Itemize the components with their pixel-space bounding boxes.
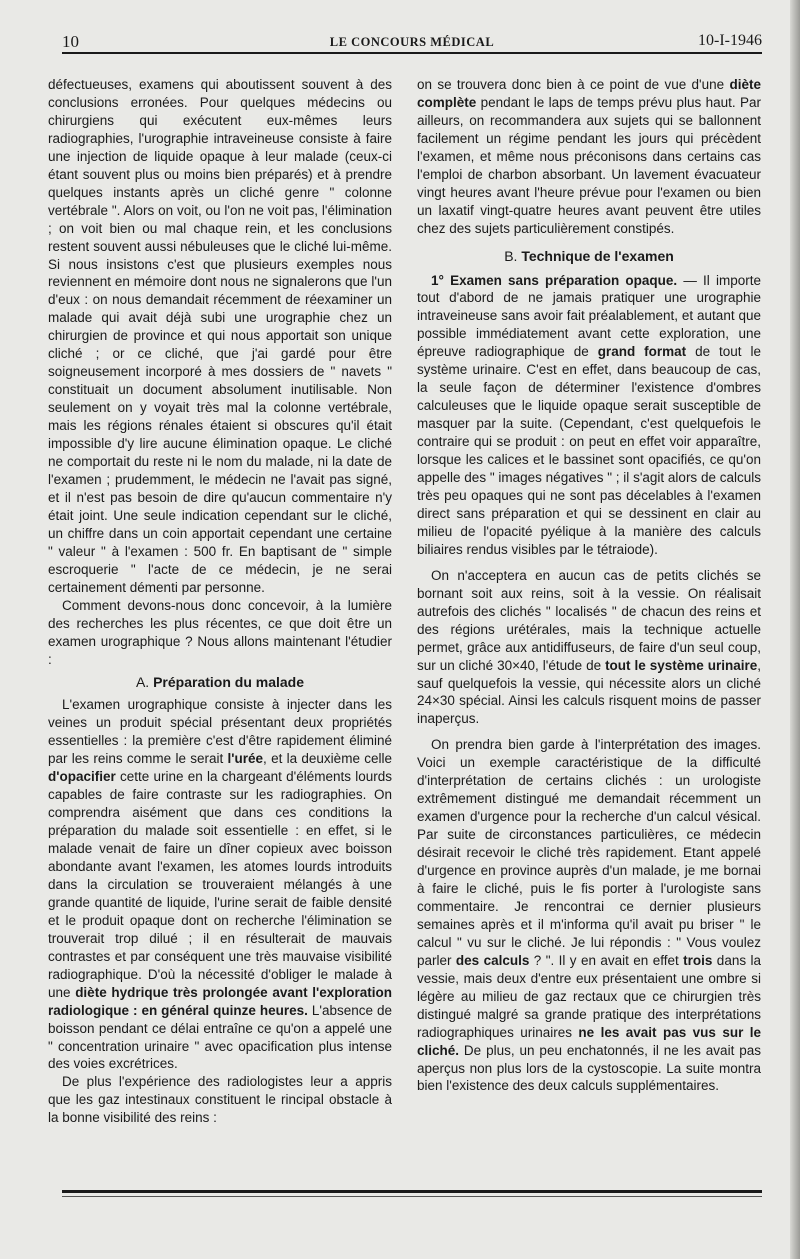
footer-rule xyxy=(62,1190,762,1193)
page-number: 10 xyxy=(62,32,79,51)
left-column xyxy=(48,76,392,1127)
page-header xyxy=(62,26,762,54)
section-heading-b: B. Technique de l'examen xyxy=(504,247,674,264)
right-column xyxy=(417,76,761,1095)
paragraph-preparation: L'examen urographique consiste à injecter dans les veines un produit spécial présentant deux propriétés essentielles : la première c'est d'être rapidement éliminé par les reins comme le serait l'urée, et la deuxième celle d'opacifier cette urine en la chargeant d'éléments lourds capables de faire contraste sur les radiographies. On comprendra aisément que dans ces conditions la préparation du malade soit essentielle : en effet, si le malade venait de faire un dîner copieux avec boisson abondante avant l'examen, les atomes lourds introduits dans la circulation se trouveraient mélangés à une grande quantité de liquide, l'urine serait de faible densité et le produit opaque dont on recherche l'élimination se trouverait trop dilué ; il en résulterait de mauvais contrastes et par conséquent une très mauvaise visibilité radiographique. D'où la nécessité d'obliger le malade à une diète hydrique très prolongée avant l'exploration radiologique : en général quinze heures. L'absence de boisson pendant ce délai entraîne ce qu'on a appelé une " concentration urinaire " avec opacification plus intense des voies excrétrices. xyxy=(48,697,393,1072)
paragraph-gas: De plus l'expérience des radiologistes leur a appris que les gaz intestinaux constituent le rincipal obstacle à la bonne visibilité des reins : xyxy=(48,1074,392,1126)
paragraph-clichés: On n'acceptera en aucun cas de petits clichés se bornant soit aux reins, soit à la vessie. On réalisait autrefois des clichés " localisés " de chacun des reins et des régions urétérales, mais la technique actuelle permet, grâce aux antidiffuseurs, de faire d'un seul coup, sur un cliché 30×40, l'étude de tout le système urinaire, sauf quelquefois la vessie, qui nécessite alors un cliché 24×30 spécial. Ainsi les calculs risquent moins de passer inaperçus. xyxy=(417,567,761,727)
paragraph-question: Comment devons-nous donc concevoir, à la lumière des recherches les plus récentes, ce que doit être un examen urographique ? Nous allons maintenant l'étudier : xyxy=(48,597,392,667)
page-edge-shadow xyxy=(790,0,800,1259)
section-heading-a: A. Préparation du malade xyxy=(135,674,305,691)
footer-rule-thin xyxy=(62,1196,762,1197)
paragraph-interpretation: On prendra bien garde à l'interprétation des images. Voici un exemple caractéristique de la difficulté d'interprétation de certains clichés : un urologiste extrêmement distingué me demandait récemment un examen d'urgence pour la recherche d'un calcul vésical. Par suite de circonstances particulières, ce médecin désirait recevoir le cliché très rapidement. Etant appelé d'urgence en province auprès d'un malade, je me bornai à faire le cliché, puis le fis porter à l'urologiste sans commentaire. Je rencontrai ce dernier plusieurs semaines après et il m'informa qu'il avait pu briser " le calcul " vu sur le cliché. Je lui répondis : " Vous voulez parler des calculs ? ". Il y en avait en effet trois dans la vessie, mais deux d'entre eux présentaient une ombre si légère au milieu de gaz rectaux que ce chirurgien très distingué malgré sa grande pratique des interprétations radiographiques urinaires ne les avait pas vus sur le cliché. De plus, un peu enchatonnés, il ne les avait pas aperçus non plus lors de la cystoscopie. La suite montra bien l'existence des deux calculs supplémentaires. xyxy=(417,737,761,1094)
paragraph-exam-without-prep: 1° Examen sans préparation opaque. — Il importe tout d'abord de ne jamais pratiquer une urographie intraveineuse sans avoir fait préalablement, et autant que possible immédiatement avant cette exploration, une épreuve radiographique de grand format de tout le système urinaire. C'est en effet, dans beaucoup de cas, la seule façon de déterminer l'existence d'ombres calculeuses que le liquide opaque serait susceptible de masquer par la suite. (Cependant, c'est quelquefois le contraire qui se produit : on peut en effet voir apparaître, lorsque les calices et le bassinet sont opacifiés, ce qu'on appelle des " images négatives " ; il s'agit alors de calculs très peu opaques qui ne sont pas décelables à l'examen direct sans préparation et qui se dessinent en clair au milieu de l'opacité pyélique à la manière des calculs biliaires rendus visibles par le tétraiode). xyxy=(417,272,761,557)
paragraph-diet: on se trouvera donc bien à ce point de vue d'une diète complète pendant le laps de temps prévu plus haut. Par ailleurs, on recommandera aux sujets qui se ballonnent facilement un régime pendant les jours qui précèdent l'examen, et même nous préconisons dans certains cas l'emploi de charbon absorbant. Un lavement évacuateur vingt heures avant l'heure prévue pour l'examen ou bien un laxatif vingt-quatre heures avant peuvent être utiles chez des sujets particulièrement constipés. xyxy=(417,77,761,236)
paragraph-intro: défectueuses, examens qui aboutissent souvent à des conclusions erronées. Pour quelques médecins ou chirurgiens qui exécutent eux-mêmes leurs radiographies, l'urographie intraveineuse consiste à faire une injection de liquide opaque à leur malade (ceux-ci étant souvent plus ou moins bien préparés) et à prendre quelques instants après un cliché genre " colonne vertébrale ". Alors on voit, ou l'on ne voit pas, l'élimination ; on voit bien ou mal chaque rein, et les conclusions restent souvent aussi nébuleuses que le cliché lui-même. Si nous insistons c'est que plusieurs exemples nous reviennent en mémoire dont nous ne signalerons que l'un d'eux : on nous demandait récemment de réexaminer un malade qui avait déjà subi une urographie chez un chirurgien de province et qui nous apportait son unique cliché ; or ce cliché, que j'ai gardé pour être soigneusement incorporé à mes dossiers de " navets " constituait un document absolument inutilisable. Non seulement on y voyait très mal la colonne vertébrale, mais les régions rénales étaient si obscures qu'il était impossible d'y lire aucune élimination opaque. Le cliché ne comportait du reste ni le nom du malade, ni la date de l'examen ; prudemment, le médecin ne l'avait pas signé, et il n'est pas besoin de dire qu'aucun commentaire n'y était joint. Une seule indication cependant sur le cliché, un chiffre dans un coin apportait cependant une certaine " valeur " à l'examen : 500 fr. En baptisant de " simple escroquerie " l'acte de ce médecin, je ne serai certainement démenti par personne. xyxy=(48,77,392,595)
issue-date: 10-I-1946 xyxy=(698,32,762,49)
journal-title: LE CONCOURS MÉDICAL xyxy=(329,35,495,49)
